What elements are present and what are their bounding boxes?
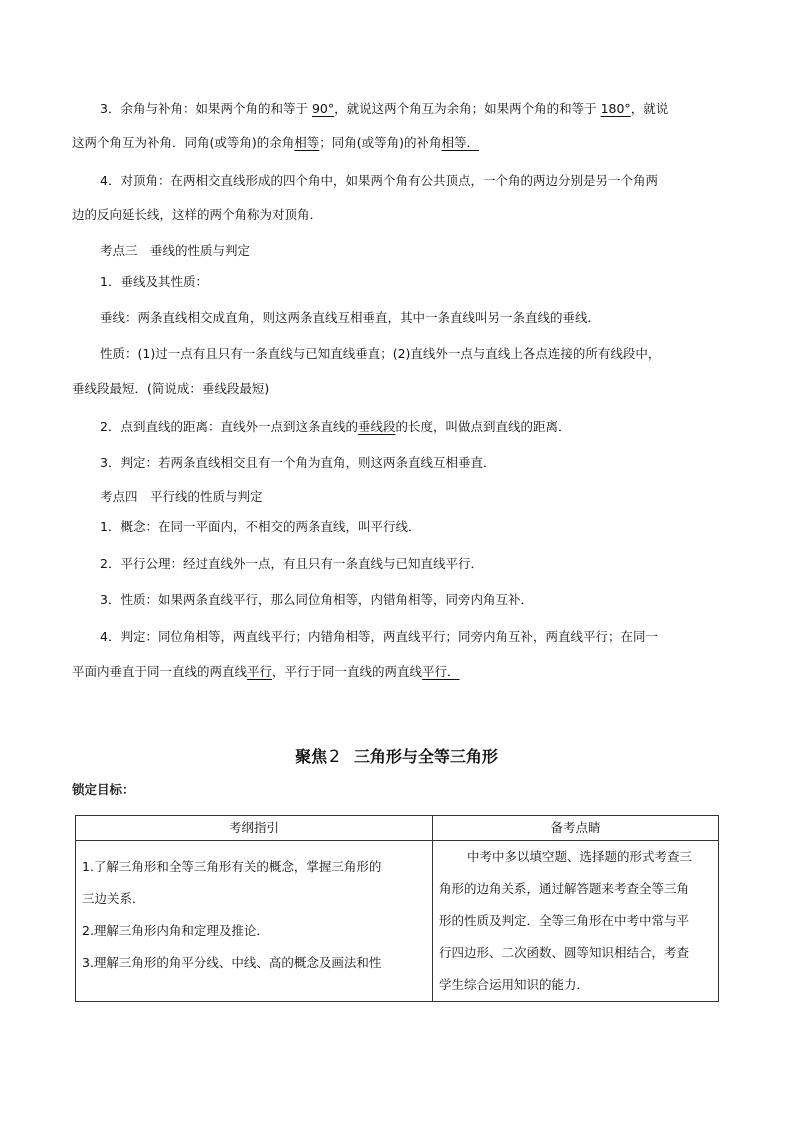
- vertical-angle-line-2: [72, 199, 722, 231]
- blank-parallel-1: 平行: [247, 664, 273, 679]
- exam-tips-text: [439, 841, 712, 1001]
- heading-title: 三角形与全等三角形: [353, 747, 498, 766]
- text-line: 行四边形、二次函数、圆等知识相结合，考查: [439, 945, 690, 960]
- list-item: 1.了解三角形和全等三角形有关的概念，掌握三角形的: [82, 859, 382, 874]
- parallel-property: [72, 584, 722, 616]
- text: 4．判定：同位角相等，两直线平行；内错角相等，两直线平行；同旁内角互补，两直线平行；在同一: [100, 629, 658, 644]
- blank-perpendicular-segment: 垂线段: [357, 419, 396, 434]
- section-heading: [0, 744, 793, 767]
- text-line: 形的性质及判定．全等三角形在中考中常与平: [439, 913, 690, 928]
- syllabus-list: [82, 841, 426, 979]
- text: 3．余角与补角：如果两个角的和等于: [100, 101, 312, 116]
- point-line-distance: [72, 411, 722, 443]
- table-row: [76, 841, 719, 1002]
- parallel-axiom: [72, 548, 722, 580]
- angle-complement-line-2: [72, 127, 722, 159]
- perpendicular-property-1: [72, 338, 722, 370]
- blank-equal-2: 相等．: [441, 135, 480, 150]
- topic-3-item-1: [72, 266, 722, 298]
- text-line: 中考中多以填空题、选择题的形式考查三: [467, 849, 693, 864]
- text: 考点三 垂线的性质与判定: [100, 243, 251, 258]
- text: 2．平行公理：经过直线外一点，有且只有一条直线与已知直线平行．: [100, 556, 483, 571]
- blank-parallel-2: 平行．: [422, 664, 460, 679]
- target-badge: 锁定目标：: [72, 782, 135, 797]
- table-header-row: [76, 816, 719, 841]
- text: ；同角(或等角)的补角: [319, 135, 442, 150]
- text: ，就说这两个角互为余角；如果两个角的和等于: [334, 101, 601, 116]
- text: ，平行于同一直线的两直线: [272, 664, 423, 679]
- text: ，就说: [630, 101, 669, 116]
- blank-90: 90°: [311, 101, 335, 116]
- vertical-angle-line-1: [72, 165, 722, 197]
- text: 边的反向延长线，这样的两个角称为对顶角．: [72, 207, 323, 222]
- blank-equal-1: 相等: [294, 135, 320, 150]
- text: 1．概念：在同一平面内，不相交的两条直线，叫平行线．: [100, 519, 421, 534]
- topic-3-title: [72, 235, 722, 267]
- text: 3．判定：若两条直线相交且有一个角为直角，则这两条直线互相垂直．: [100, 455, 496, 470]
- list-item: 3.理解三角形的角平分线、中线、高的概念及画法和性: [82, 955, 382, 970]
- text-line: 学生综合运用知识的能力．: [439, 977, 590, 992]
- syllabus-table: [75, 815, 719, 1002]
- parallel-criterion-line-2: [72, 656, 722, 688]
- text: 垂线：两条直线相交成直角，则这两条直线互相垂直，其中一条直线叫另一条直线的垂线．: [100, 310, 601, 325]
- list-item: 三边关系．: [82, 891, 145, 906]
- angle-complement-line-1: [72, 93, 722, 125]
- text: 1．垂线及其性质：: [100, 274, 208, 289]
- header-exam-tips: 备考点睛: [433, 816, 719, 841]
- text: 3．性质：如果两条直线平行，那么同位角相等，内错角相等，同旁内角互补．: [100, 592, 533, 607]
- header-syllabus: 考纲指引: [76, 816, 433, 841]
- parallel-concept: [72, 511, 722, 543]
- text: 2．点到直线的距离：直线外一点到这条直线的: [100, 419, 358, 434]
- perpendicular-criterion: [72, 447, 722, 479]
- perpendicular-definition: [72, 302, 722, 334]
- blank-180: 180°: [600, 101, 631, 116]
- syllabus-cell: [76, 841, 433, 1002]
- parallel-criterion-line-1: [72, 621, 722, 653]
- heading-prefix: 聚焦: [295, 747, 328, 766]
- text: 垂线段最短．(简说成：垂线段最短): [72, 381, 270, 396]
- text: 4．对顶角：在两相交直线形成的四个角中，如果两个角有公共顶点，一个角的两边分别是另一个角两: [100, 173, 658, 188]
- list-item: 2.理解三角形内角和定理及推论．: [82, 923, 269, 938]
- text: 性质：(1)过一点有且只有一条直线与已知直线垂直；(2)直线外一点与直线上各点连接的所有线段中，: [100, 346, 661, 361]
- text: 这两个角互为补角．同角(或等角)的余角: [72, 135, 295, 150]
- text: 平面内垂直于同一直线的两直线: [72, 664, 248, 679]
- topic-4-title: [72, 481, 722, 513]
- heading-number: 2: [329, 747, 340, 767]
- perpendicular-property-2: [72, 373, 722, 405]
- text: 的长度，叫做点到直线的距离．: [395, 419, 571, 434]
- text: 考点四 平行线的性质与判定: [100, 489, 263, 504]
- text-line: 角形的边角关系，通过解答题来考查全等三角: [439, 881, 690, 896]
- exam-tips-cell: [433, 841, 719, 1002]
